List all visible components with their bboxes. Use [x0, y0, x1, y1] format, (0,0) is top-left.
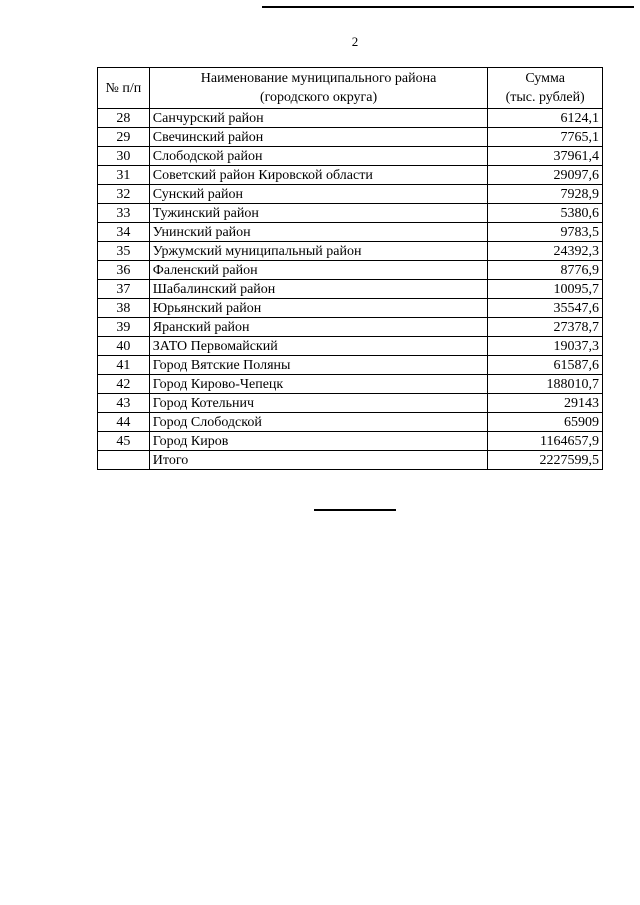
row-sum: 24392,3 — [488, 242, 603, 261]
row-sum: 6124,1 — [488, 109, 603, 128]
header-row — [98, 68, 603, 109]
row-name: Сунский район — [149, 185, 488, 204]
row-sum: 65909 — [488, 413, 603, 432]
table-row — [98, 413, 603, 432]
bottom-rule — [314, 509, 396, 511]
table-row — [98, 318, 603, 337]
header-name-line1: Наименование муниципального района — [200, 71, 437, 86]
row-num: 40 — [98, 337, 150, 356]
row-num: 39 — [98, 318, 150, 337]
row-sum: 8776,9 — [488, 261, 603, 280]
table-header — [98, 68, 603, 109]
header-name-line2: (городского округа) — [259, 90, 378, 105]
table-body — [98, 109, 603, 470]
row-name: Шабалинский район — [149, 280, 488, 299]
row-name: Город Киров — [149, 432, 488, 451]
row-num: 30 — [98, 147, 150, 166]
row-num: 34 — [98, 223, 150, 242]
row-sum: 29097,6 — [488, 166, 603, 185]
row-num: 44 — [98, 413, 150, 432]
row-num: 35 — [98, 242, 150, 261]
row-sum: 188010,7 — [488, 375, 603, 394]
table-row — [98, 204, 603, 223]
row-num — [98, 451, 150, 470]
table-row — [98, 356, 603, 375]
row-sum: 61587,6 — [488, 356, 603, 375]
row-sum: 19037,3 — [488, 337, 603, 356]
row-num: 41 — [98, 356, 150, 375]
header-num: № п/п — [98, 68, 150, 109]
row-sum: 37961,4 — [488, 147, 603, 166]
row-num: 45 — [98, 432, 150, 451]
row-name: Санчурский район — [149, 109, 488, 128]
row-name: Слободской район — [149, 147, 488, 166]
table-row — [98, 394, 603, 413]
table-row — [98, 185, 603, 204]
page-number: 2 — [351, 34, 359, 49]
table-row — [98, 128, 603, 147]
row-sum: 2227599,5 — [488, 451, 603, 470]
table-row — [98, 242, 603, 261]
row-name: Тужинский район — [149, 204, 488, 223]
row-name: Город Вятские Поляны — [149, 356, 488, 375]
row-name: ЗАТО Первомайский — [149, 337, 488, 356]
row-num: 31 — [98, 166, 150, 185]
row-num: 38 — [98, 299, 150, 318]
table-row — [98, 432, 603, 451]
row-sum: 7765,1 — [488, 128, 603, 147]
table-row — [98, 299, 603, 318]
row-name: Уржумский муниципальный район — [149, 242, 488, 261]
row-name: Яранский район — [149, 318, 488, 337]
table-row — [98, 147, 603, 166]
table-row — [98, 166, 603, 185]
table-row — [98, 337, 603, 356]
row-name: Город Слободской — [149, 413, 488, 432]
row-sum: 1164657,9 — [488, 432, 603, 451]
row-num: 29 — [98, 128, 150, 147]
row-num: 36 — [98, 261, 150, 280]
row-sum: 9783,5 — [488, 223, 603, 242]
row-sum: 29143 — [488, 394, 603, 413]
row-sum: 35547,6 — [488, 299, 603, 318]
header-sum-line2: (тыс. рублей) — [505, 90, 585, 105]
table-row — [98, 375, 603, 394]
table-row — [98, 109, 603, 128]
row-name: Итого — [149, 451, 488, 470]
row-num: 32 — [98, 185, 150, 204]
table-row — [98, 261, 603, 280]
row-name: Унинский район — [149, 223, 488, 242]
header-sum — [488, 68, 603, 109]
row-sum: 7928,9 — [488, 185, 603, 204]
row-sum: 27378,7 — [488, 318, 603, 337]
row-num: 42 — [98, 375, 150, 394]
allocation-table — [97, 67, 603, 470]
header-sum-line1: Сумма — [525, 71, 565, 86]
row-num: 37 — [98, 280, 150, 299]
table-row — [98, 280, 603, 299]
top-rule — [262, 6, 634, 8]
row-name: Фаленский район — [149, 261, 488, 280]
row-num: 33 — [98, 204, 150, 223]
header-name — [149, 68, 488, 109]
row-name: Город Кирово-Чепецк — [149, 375, 488, 394]
row-num: 43 — [98, 394, 150, 413]
row-name: Советский район Кировской области — [149, 166, 488, 185]
row-sum: 5380,6 — [488, 204, 603, 223]
row-num: 28 — [98, 109, 150, 128]
total-row — [98, 451, 603, 470]
row-name: Город Котельнич — [149, 394, 488, 413]
row-name: Свечинский район — [149, 128, 488, 147]
row-name: Юрьянский район — [149, 299, 488, 318]
row-sum: 10095,7 — [488, 280, 603, 299]
table-row — [98, 223, 603, 242]
